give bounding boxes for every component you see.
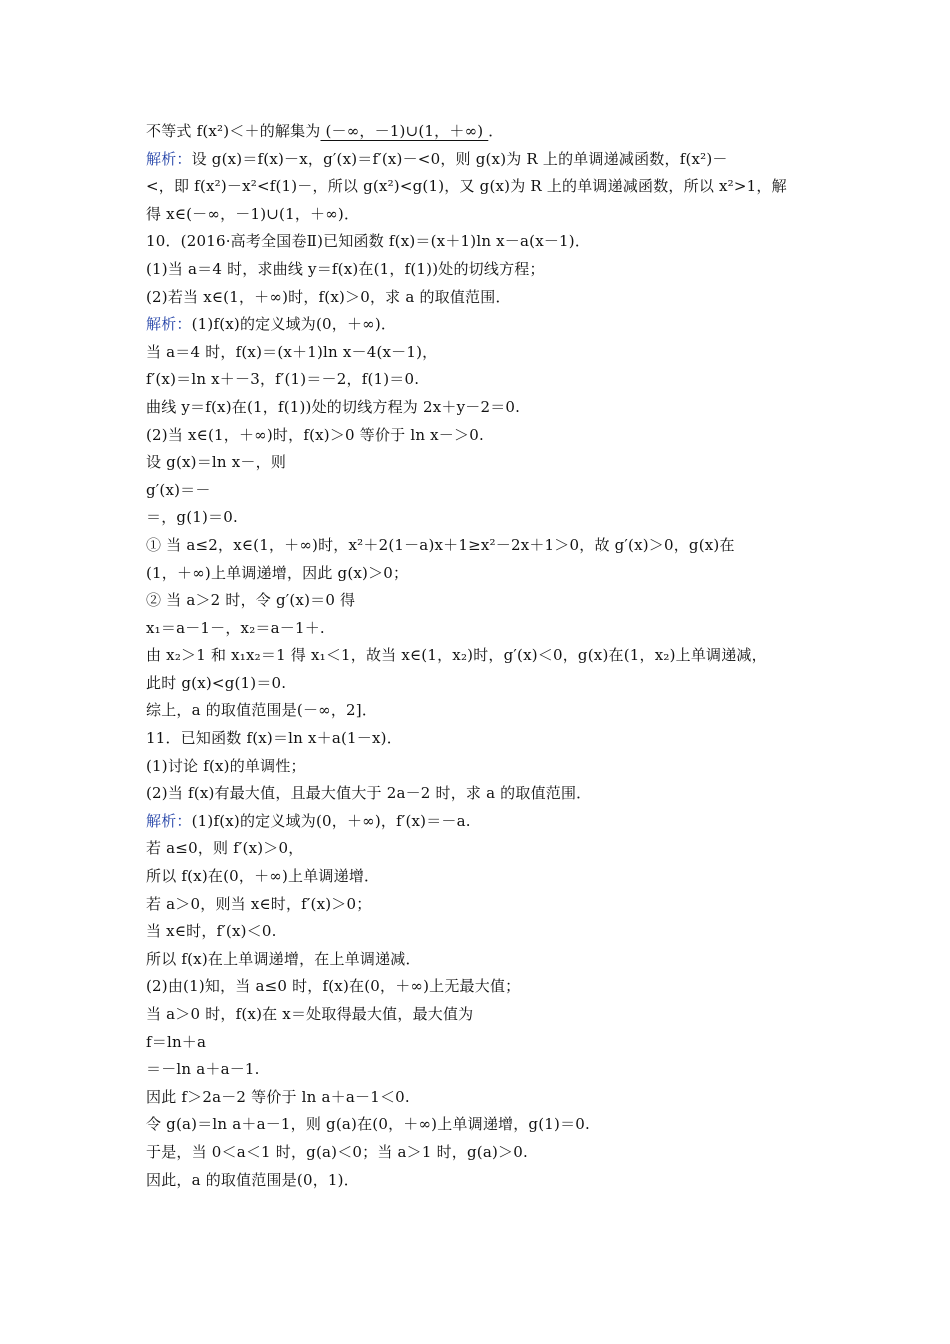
text-line bbox=[146, 642, 810, 670]
text-line bbox=[146, 504, 810, 532]
line-text: 由 x₂＞1 和 x₁x₂＝1 得 x₁＜1，故当 x∈(1，x₂)时，g′(x)＜0，g(x)在(1，x₂)上单调递减， bbox=[146, 646, 767, 665]
text-line bbox=[146, 697, 810, 725]
text-line bbox=[146, 1001, 810, 1029]
text-line bbox=[146, 863, 810, 891]
text-line bbox=[146, 173, 810, 201]
text-line bbox=[146, 587, 810, 615]
analysis-label: 解析： bbox=[146, 149, 192, 168]
text-line bbox=[146, 422, 810, 450]
text-line bbox=[146, 1111, 810, 1139]
line-text: 因此，a 的取值范围是(0，1)． bbox=[146, 1170, 359, 1189]
text-line bbox=[146, 918, 810, 946]
line-text: 因此 f＞2a－2 等价于 ln a＋a－1＜0. bbox=[146, 1087, 410, 1106]
text-line bbox=[146, 339, 810, 367]
text-line bbox=[146, 1029, 810, 1057]
analysis-label: 解析： bbox=[146, 811, 192, 830]
question-heading bbox=[146, 725, 810, 753]
line-text: (2)由(1)知，当 a≤0 时，f(x)在(0，＋∞)上无最大值； bbox=[146, 977, 521, 996]
line-text: ② 当 a＞2 时，令 g′(x)＝0 得 bbox=[146, 591, 356, 610]
text-line bbox=[146, 891, 810, 919]
text-line bbox=[146, 118, 810, 146]
text-line bbox=[146, 1056, 810, 1084]
line-text: (2)当 x∈(1，＋∞)时，f(x)＞0 等价于 ln x－＞0. bbox=[146, 425, 484, 444]
line-text: 当 x∈时，f′(x)＜0. bbox=[146, 922, 277, 941]
line-text: 所以 f(x)在(0，＋∞)上单调递增． bbox=[146, 867, 380, 886]
text-line bbox=[146, 256, 810, 284]
text-line bbox=[146, 146, 810, 174]
line-text: ． bbox=[488, 122, 504, 140]
line-text: (1)f(x)的定义域为(0，＋∞)． bbox=[191, 315, 397, 334]
answer-blank: (－∞，－1)∪(1，＋∞) bbox=[320, 122, 489, 140]
line-text: (1)讨论 f(x)的单调性； bbox=[146, 756, 306, 775]
line-text: (1)f(x)的定义域为(0，＋∞)，f′(x)＝－a. bbox=[191, 811, 471, 830]
text-line bbox=[146, 670, 810, 698]
line-text: 设 g(x)＝f(x)－x，g′(x)＝f′(x)－<0，则 g(x)为 R 上的单调递减函数，f(x²)－ bbox=[191, 149, 728, 168]
text-line bbox=[146, 615, 810, 643]
text-line bbox=[146, 808, 810, 836]
question-heading bbox=[146, 228, 810, 256]
text-line bbox=[146, 366, 810, 394]
line-text: 所以 f(x)在上单调递增，在上单调递减． bbox=[146, 949, 421, 968]
line-text: ＝，g(1)＝0. bbox=[146, 508, 238, 527]
line-text: <，即 f(x²)－x²<f(1)－，所以 g(x²)<g(1)，又 g(x)为 R 上的单调递减函数，所以 x²>1，解 bbox=[146, 177, 787, 196]
line-text: 若 a≤0，则 f′(x)＞0， bbox=[146, 839, 304, 858]
text-line bbox=[146, 284, 810, 312]
line-text: 设 g(x)＝ln x－，则 bbox=[146, 453, 287, 472]
text-line bbox=[146, 946, 810, 974]
text-line bbox=[146, 560, 810, 588]
line-text: 令 g(a)＝ln a＋a－1，则 g(a)在(0，＋∞)上单调递增，g(1)＝0. bbox=[146, 1115, 590, 1134]
line-text: 综上，a 的取值范围是(－∞，2]． bbox=[146, 701, 378, 720]
text-line bbox=[146, 1139, 810, 1167]
line-text: 11．已知函数 f(x)＝ln x＋a(1－x)． bbox=[146, 729, 402, 748]
line-text: 10．(2016·高考全国卷Ⅱ)已知函数 f(x)＝(x＋1)ln x－a(x－1)． bbox=[146, 232, 591, 251]
document-body bbox=[146, 118, 810, 1194]
line-text: f′(x)＝ln x＋－3，f′(1)＝－2，f(1)＝0. bbox=[146, 370, 420, 389]
text-line bbox=[146, 1167, 810, 1195]
line-text: (2)当 f(x)有最大值，且最大值大于 2a－2 时，求 a 的取值范围． bbox=[146, 784, 592, 803]
line-text: (1)当 a＝4 时，求曲线 y＝f(x)在(1，f(1))处的切线方程； bbox=[146, 259, 545, 278]
line-text: 曲线 y＝f(x)在(1，f(1))处的切线方程为 2x＋y－2＝0. bbox=[146, 397, 521, 416]
text-line bbox=[146, 201, 810, 229]
text-line bbox=[146, 1084, 810, 1112]
text-line bbox=[146, 835, 810, 863]
text-line bbox=[146, 394, 810, 422]
line-text: 于是，当 0＜a＜1 时，g(a)＜0；当 a＞1 时，g(a)＞0. bbox=[146, 1142, 528, 1161]
line-text: 得 x∈(－∞，－1)∪(1，＋∞)． bbox=[146, 204, 360, 223]
line-text: 不等式 f(x²)＜＋的解集为 bbox=[146, 122, 321, 140]
line-text: ＝－ln a＋a－1. bbox=[146, 1060, 260, 1079]
text-line bbox=[146, 780, 810, 808]
text-line bbox=[146, 973, 810, 1001]
text-line bbox=[146, 753, 810, 781]
line-text: f＝ln＋a bbox=[146, 1032, 207, 1051]
text-line bbox=[146, 532, 810, 560]
text-line bbox=[146, 449, 810, 477]
line-text: 若 a＞0，则当 x∈时，f′(x)＞0； bbox=[146, 894, 372, 913]
line-text: 当 a＝4 时，f(x)＝(x＋1)ln x－4(x－1)， bbox=[146, 342, 438, 361]
line-text: 当 a＞0 时，f(x)在 x＝处取得最大值，最大值为 bbox=[146, 1005, 474, 1023]
text-line bbox=[146, 311, 810, 339]
line-text: x₁＝a－1－，x₂＝a－1＋. bbox=[146, 618, 325, 637]
line-text: g′(x)＝－ bbox=[146, 480, 211, 499]
line-text: (1，＋∞)上单调递增，因此 g(x)＞0； bbox=[146, 563, 409, 582]
line-text: (2)若当 x∈(1，＋∞)时，f(x)＞0，求 a 的取值范围． bbox=[146, 287, 511, 306]
line-text: 此时 g(x)<g(1)＝0. bbox=[146, 673, 287, 692]
text-line bbox=[146, 477, 810, 505]
analysis-label: 解析： bbox=[146, 315, 192, 334]
line-text: ① 当 a≤2，x∈(1，＋∞)时，x²＋2(1－a)x＋1≥x²－2x＋1＞0，故 g′(x)＞0，g(x)在 bbox=[146, 535, 735, 554]
